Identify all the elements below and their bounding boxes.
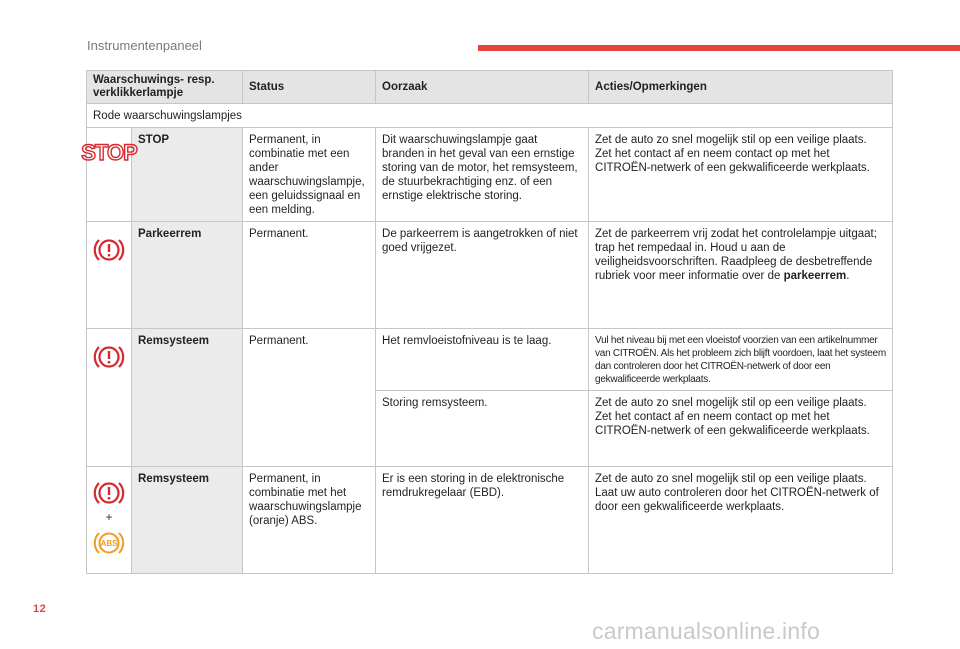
lamp-name: Remsysteem bbox=[132, 467, 243, 574]
lamp-status: Permanent, in combinatie met het waarschuwingslampje (oranje) ABS. bbox=[243, 467, 376, 574]
lamp-cause: De parkeerrem is aangetrokken of niet goed vrijgezet. bbox=[376, 222, 589, 329]
lamp-status: Permanent, in combinatie met een ander waarschuwingslampje, een geluidssignaal en een melding. bbox=[243, 128, 376, 222]
lamp-status: Permanent. bbox=[243, 222, 376, 329]
column-header-cause: Oorzaak bbox=[376, 71, 589, 104]
lamp-cause: Er is een storing in de elektronische remdrukregelaar (EBD). bbox=[376, 467, 589, 574]
brake-warning-icon bbox=[92, 235, 126, 265]
lamp-cause: Het remvloeistofniveau is te laag. bbox=[376, 329, 589, 391]
table-row bbox=[87, 467, 893, 574]
lamp-cause: Storing remsysteem. bbox=[376, 391, 589, 467]
lamp-name: STOP bbox=[132, 128, 243, 222]
table-row bbox=[87, 222, 893, 329]
header-accent-bar bbox=[478, 45, 960, 51]
brake-warning-icon bbox=[92, 478, 126, 508]
warning-lamps-table bbox=[81, 70, 893, 574]
lamp-action: Zet de auto zo snel mogelijk stil op een veilige plaats. Zet het contact af en neem contact op met het CITROËN-netwerk of een gekwalificeerde werkplaats. bbox=[589, 391, 893, 467]
column-header-actions: Acties/Opmerkingen bbox=[589, 71, 893, 104]
lamp-cause: Dit waarschuwingslampje gaat branden in het geval van een ernstige storing van de motor, het remsysteem, de stuurbekrachtiging enz. of een ernstige elektrische storing. bbox=[376, 128, 589, 222]
table-row bbox=[87, 128, 893, 222]
watermark: carmanualsonline.info bbox=[592, 618, 820, 644]
lamp-name: Parkeerrem bbox=[132, 222, 243, 329]
lamp-name: Remsysteem bbox=[132, 329, 243, 467]
lamp-icon-cell bbox=[81, 128, 137, 222]
page-number: 12 bbox=[33, 603, 47, 615]
abs-warning-icon bbox=[92, 528, 126, 558]
table-row bbox=[87, 329, 893, 391]
plus-sign: + bbox=[105, 510, 113, 524]
lamp-action: Zet de auto zo snel mogelijk stil op een veilige plaats. Laat uw auto controleren door het CITROËN-netwerk of door een gekwalificeerde werkplaats. bbox=[589, 467, 893, 574]
lamp-status: Permanent. bbox=[243, 329, 376, 467]
lamp-action: Zet de auto zo snel mogelijk stil op een veilige plaats. Zet het contact af en neem contact op met het CITROËN-netwerk of een gekwalificeerde werkplaats. bbox=[589, 128, 893, 222]
lamp-icon-cell bbox=[87, 222, 132, 329]
section-label: Rode waarschuwingslampjes bbox=[87, 104, 893, 128]
abs-lamp-text: ABS bbox=[100, 539, 118, 548]
stop-lamp-text: STOP bbox=[81, 140, 137, 165]
table-header-row bbox=[87, 71, 893, 104]
lamp-icon-cell bbox=[87, 329, 132, 467]
section-row bbox=[87, 104, 893, 128]
lamp-action: Vul het niveau bij met een vloeistof voorzien van een artikelnummer van CITROËN. Als het probleem zich blijft voordoen, laat het systeem dan controleren door het CITROËN-netwerk of door een gekwalificeerde werkplaats. bbox=[589, 329, 893, 391]
lamp-action bbox=[589, 222, 893, 329]
action-text: Zet de parkeerrem vrij zodat het controlelampje uitgaat; trap het rempedaal in. Houd u aan de veiligheidsvoorschriften. Raadpleeg de desbetreffende rubriek voor meer informatie over de bbox=[595, 228, 877, 282]
stop-lamp-icon bbox=[81, 140, 137, 165]
action-text-bold: parkeerrem bbox=[783, 270, 847, 282]
column-header-lamp: Waarschuwings- resp. verklikkerlampje bbox=[87, 71, 243, 104]
lamp-icon-cell bbox=[87, 467, 132, 574]
section-title: Instrumentenpaneel bbox=[87, 38, 202, 53]
action-text-end: . bbox=[846, 270, 850, 282]
column-header-status: Status bbox=[243, 71, 376, 104]
brake-warning-icon bbox=[92, 342, 126, 372]
